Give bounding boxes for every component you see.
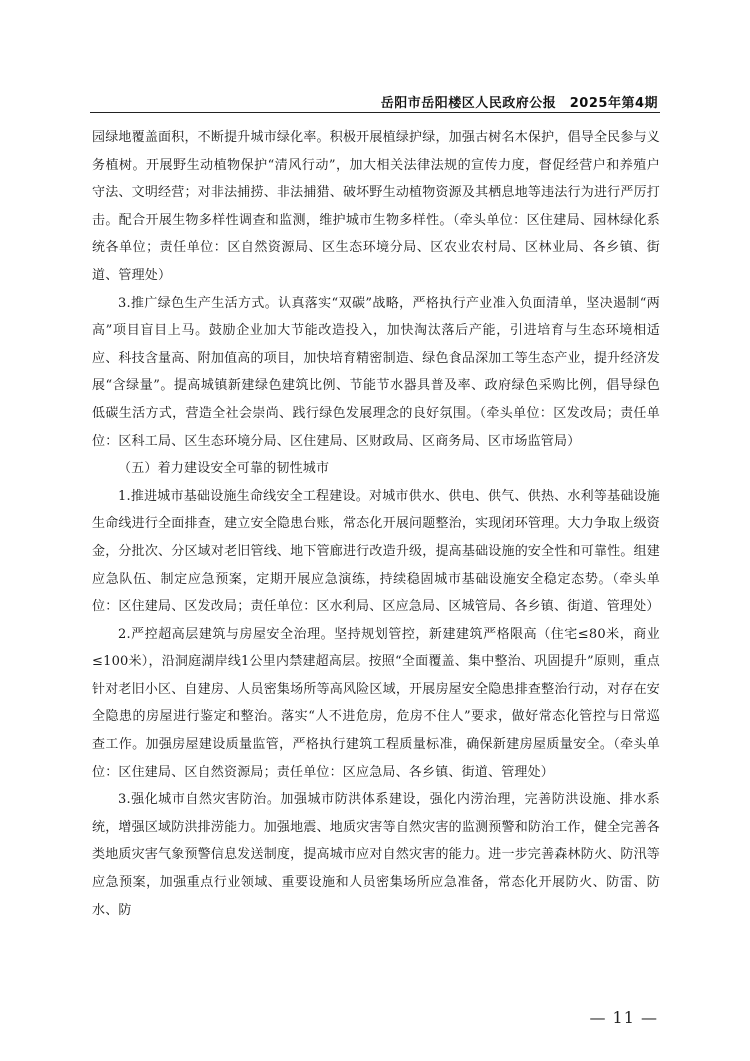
- paragraph-item-2-building-safety: 2.严控超高层建筑与房屋安全治理。坚持规划管控，新建建筑严格限高（住宅≤80米，商业≤100米），沿洞庭湖岸线1公里内禁建超高层。按照“全面覆盖、集中整治、巩固提升”原则，重点针对老旧小区、自建房、人员密集场所等高风险区域，开展房屋安全隐患排查整治行动，对存在安全隐患的房屋进行鉴定和整治。落实“人不进危房，危房不住人”要求，做好常态化管控与日常巡查工作。加强房屋建设质量监管，严格执行建筑工程质量标准，确保新建房屋质量安全。（牵头单位：区住建局、区自然资源局；责任单位：区应急局、各乡镇、街道、管理处）: [92, 626, 660, 780]
- page-number: — 11 —: [589, 1008, 658, 1027]
- bulletin-header: 岳阳市岳阳楼区人民政府公报 2025年第4期: [380, 96, 658, 111]
- paragraph-item-3-disaster-prevention: 3.强化城市自然灾害防治。加强城市防洪体系建设，强化内涝治理，完善防洪设施、排水系统，增强区域防洪排涝能力。加强地震、地质灾害等自然灾害的监测预警和防治工作，健全完善各类地质灾害气象预警信息发送制度，提高城市应对自然灾害的能力。进一步完善森林防火、防汛等应急预案，加强重点行业领域、重要设施和人员密集场所应急准备，常态化开展防火、防雷、防水、防: [92, 792, 660, 918]
- paragraph-item-3-green-lifestyle: 3.推广绿色生产生活方式。认真落实“双碳”战略，严格执行产业准入负面清单，坚决遏制“两高”项目盲目上马。鼓励企业加大节能改造投入，加快淘汰落后产能，引进培育与生态环境相适应、科技含量高、附加值高的项目，加快培育精密制造、绿色食品深加工等生态产业，提升经济发展“含绿量”。提高城镇新建绿色建筑比例、节能节水器具普及率、政府绿色采购比例，倡导绿色低碳生活方式，营造全社会崇尚、践行绿色发展理念的良好氛围。（牵头单位：区发改局；责任单位：区科工局、区生态环境分局、区住建局、区财政局、区商务局、区市场监管局）: [92, 295, 660, 449]
- paragraph-item-1-lifeline-safety: 1.推进城市基础设施生命线安全工程建设。对城市供水、供电、供气、供热、水利等基础设施生命线进行全面排查，建立安全隐患台账，常态化开展问题整治，实现闭环管理。大力争取上级资金，分批次、分区域对老旧管线、地下管廊进行改造升级，提高基础设施的安全性和可靠性。组建应急队伍、制定应急预案，定期开展应急演练，持续稳固城市基础设施安全稳定态势。（牵头单位：区住建局、区发改局；责任单位：区水利局、区应急局、区城管局、各乡镇、街道、管理处）: [92, 488, 660, 615]
- header-divider: [90, 112, 660, 113]
- section-heading-resilient-city: （五）着力建设安全可靠的韧性城市: [118, 461, 330, 477]
- document-body: [92, 124, 660, 924]
- paragraph-continuation: 园绿地覆盖面积，不断提升城市绿化率。积极开展植绿护绿，加强古树名木保护，倡导全民参与义务植树。开展野生动植物保护“清风行动”，加大相关法律法规的宣传力度，督促经营户和养殖户守法、文明经营；对非法捕捞、非法捕猎、破坏野生动植物资源及其栖息地等违法行为进行严厉打击。配合开展生物多样性调查和监测，维护城市生物多样性。（牵头单位：区住建局、园林绿化系统各单位；责任单位：区自然资源局、区生态环境分局、区农业农村局、区林业局、各乡镇、街道、管理处）: [92, 130, 660, 283]
